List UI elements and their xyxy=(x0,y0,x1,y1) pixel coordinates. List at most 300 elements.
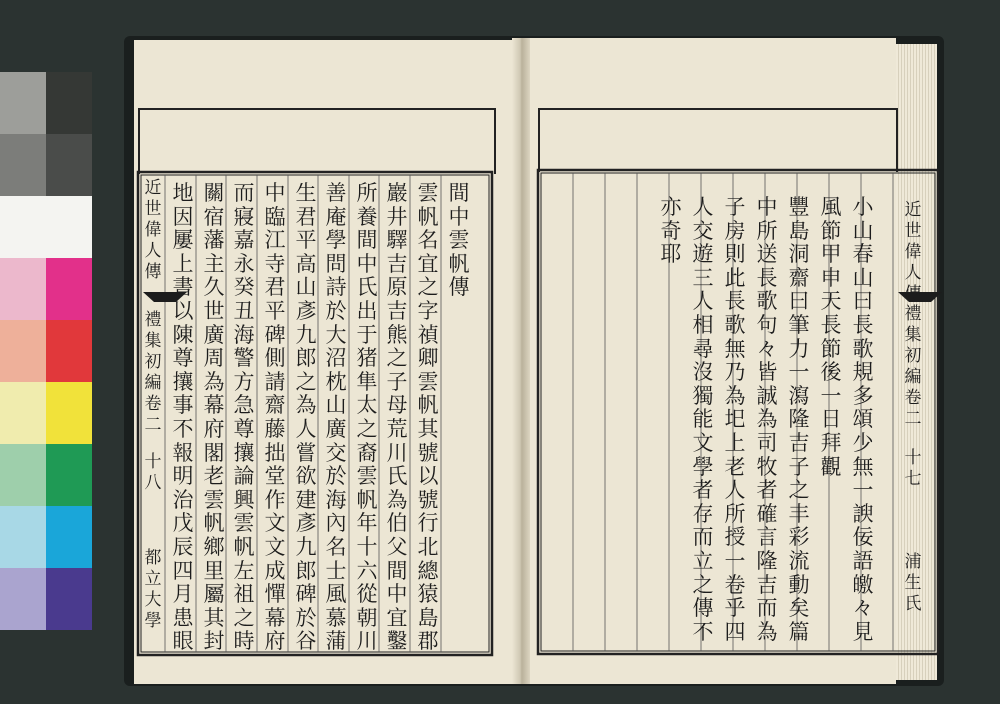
glyph: 初 xyxy=(904,346,922,366)
glyph: 雲 xyxy=(417,181,439,205)
glyph: 傳 xyxy=(904,284,922,304)
glyph: 封 xyxy=(203,629,225,654)
right-frame-subtitle xyxy=(900,304,926,430)
glyph: 因 xyxy=(172,204,194,229)
glyph: 四 xyxy=(172,558,194,583)
glyph: 十 xyxy=(144,452,162,472)
glyph: 欲 xyxy=(295,464,317,489)
glyph: 傳 xyxy=(144,262,162,282)
glyph: 中 xyxy=(356,251,378,276)
glyph: 帆 xyxy=(356,487,378,512)
glyph: 以 xyxy=(172,298,194,323)
glyph: 々 xyxy=(756,336,778,361)
right-column-2 xyxy=(816,196,846,479)
glyph: 人 xyxy=(295,416,317,441)
glyph: 大 xyxy=(144,590,162,610)
glyph: 世 xyxy=(144,199,162,219)
glyph: 堂 xyxy=(264,464,286,489)
glyph: 動 xyxy=(788,572,810,597)
glyph: 拙 xyxy=(264,440,286,465)
glyph: 不 xyxy=(692,619,714,644)
glyph: 明 xyxy=(172,464,194,489)
glyph: 無 xyxy=(724,336,746,361)
glyph: 井 xyxy=(386,204,408,229)
glyph: 巖 xyxy=(386,181,408,205)
glyph: 句 xyxy=(756,312,778,337)
glyph: 少 xyxy=(852,430,874,455)
glyph: 中 xyxy=(386,582,408,607)
glyph: 中 xyxy=(448,204,470,229)
glyph: 授 xyxy=(724,525,746,550)
glyph: 三 xyxy=(692,265,714,290)
glyph: 老 xyxy=(724,454,746,479)
glyph: 為 xyxy=(386,487,408,512)
glyph: 八 xyxy=(144,473,162,493)
glyph: 中 xyxy=(756,195,778,219)
glyph: 周 xyxy=(203,346,225,371)
glyph: 卷 xyxy=(724,572,746,597)
glyph: 嘗 xyxy=(295,440,317,465)
glyph: 山 xyxy=(852,265,874,290)
glyph: 平 xyxy=(295,228,317,253)
glyph: 長 xyxy=(724,289,746,314)
glyph: 作 xyxy=(264,487,286,512)
glyph: 沼 xyxy=(325,346,347,371)
glyph: 彩 xyxy=(788,525,810,550)
glyph: 臨 xyxy=(264,204,286,229)
glyph: 小 xyxy=(852,195,874,219)
glyph: 相 xyxy=(692,312,714,337)
glyph: 川 xyxy=(386,440,408,465)
glyph: 無 xyxy=(852,454,874,479)
glyph: 丑 xyxy=(233,298,255,323)
glyph: 二 xyxy=(144,415,162,435)
glyph: 十 xyxy=(356,534,378,559)
right-bottom-mark xyxy=(900,552,926,615)
glyph: 驛 xyxy=(386,228,408,253)
glyph: 十 xyxy=(904,448,922,468)
glyph: 關 xyxy=(203,181,225,205)
glyph: 偉 xyxy=(144,220,162,240)
glyph: 而 xyxy=(233,181,255,205)
glyph: 奇 xyxy=(660,218,682,243)
glyph: 鑿 xyxy=(386,629,408,654)
glyph: 見 xyxy=(852,619,874,644)
glyph: 急 xyxy=(233,393,255,418)
glyph: 間 xyxy=(386,558,408,583)
glyph: 宿 xyxy=(203,204,225,229)
glyph: 大 xyxy=(325,322,347,347)
glyph: 島 xyxy=(417,605,439,630)
glyph: 亦 xyxy=(660,195,682,219)
glyph: 篇 xyxy=(788,619,810,644)
glyph: 戊 xyxy=(172,511,194,536)
glyph: 豐 xyxy=(788,195,810,219)
glyph: 其 xyxy=(417,416,439,441)
glyph: 長 xyxy=(852,312,874,337)
glyph: 之 xyxy=(417,275,439,300)
glyph: 報 xyxy=(172,440,194,465)
glyph: 永 xyxy=(233,251,255,276)
glyph: 成 xyxy=(264,558,286,583)
glyph: 名 xyxy=(417,228,439,253)
glyph: 學 xyxy=(325,228,347,253)
glyph: 子 xyxy=(724,195,746,219)
glyph: 長 xyxy=(756,265,778,290)
right-frame-title xyxy=(900,200,926,305)
glyph: 裔 xyxy=(356,440,378,465)
glyph: 春 xyxy=(852,242,874,267)
glyph: 氏 xyxy=(356,275,378,300)
glyph: 圯 xyxy=(724,407,746,432)
glyph: 吉 xyxy=(386,251,408,276)
glyph: 帆 xyxy=(417,393,439,418)
glyph: 生 xyxy=(904,573,922,593)
glyph: 筆 xyxy=(788,312,810,337)
glyph: 文 xyxy=(264,534,286,559)
glyph: 雲 xyxy=(203,487,225,512)
glyph: 郡 xyxy=(417,629,439,654)
glyph: 慕 xyxy=(325,605,347,630)
glyph: 北 xyxy=(417,534,439,559)
glyph: 為 xyxy=(756,407,778,432)
glyph: 一 xyxy=(852,478,874,503)
glyph: 太 xyxy=(356,393,378,418)
glyph: 雲 xyxy=(417,369,439,394)
glyph: 碑 xyxy=(295,582,317,607)
glyph: 丰 xyxy=(788,501,810,526)
glyph: 禮 xyxy=(144,310,162,330)
glyph: 隼 xyxy=(356,369,378,394)
glyph: 雲 xyxy=(356,464,378,489)
glyph: 學 xyxy=(144,611,162,631)
glyph: 送 xyxy=(756,242,778,267)
glyph: 禮 xyxy=(904,304,922,324)
glyph: 荒 xyxy=(386,416,408,441)
glyph: 力 xyxy=(788,336,810,361)
glyph: 卷 xyxy=(144,394,162,414)
glyph: 瀉 xyxy=(788,383,810,408)
glyph: 隆 xyxy=(756,548,778,573)
glyph: 興 xyxy=(233,487,255,512)
glyph: 一 xyxy=(724,548,746,573)
glyph: 吉 xyxy=(788,430,810,455)
glyph: 所 xyxy=(724,501,746,526)
glyph: 之 xyxy=(692,572,714,597)
glyph: 人 xyxy=(904,263,922,283)
glyph: 不 xyxy=(172,416,194,441)
glyph: 間 xyxy=(356,228,378,253)
glyph: 日 xyxy=(820,407,842,432)
glyph: 君 xyxy=(295,204,317,229)
glyph: 節 xyxy=(820,218,842,243)
glyph: 司 xyxy=(756,430,778,455)
glyph: 傳 xyxy=(448,275,470,300)
glyph: 藤 xyxy=(264,416,286,441)
glyph: 六 xyxy=(356,558,378,583)
glyph: 交 xyxy=(325,440,347,465)
glyph: 帆 xyxy=(417,204,439,229)
glyph: 于 xyxy=(356,322,378,347)
glyph: 房 xyxy=(724,218,746,243)
glyph: 上 xyxy=(172,251,194,276)
glyph: 帆 xyxy=(233,534,255,559)
glyph: 誠 xyxy=(756,383,778,408)
glyph: 廣 xyxy=(325,416,347,441)
glyph: 世 xyxy=(203,298,225,323)
glyph: 風 xyxy=(325,582,347,607)
glyph: 於 xyxy=(295,605,317,630)
glyph: 士 xyxy=(325,558,347,583)
glyph: 左 xyxy=(233,558,255,583)
glyph: 所 xyxy=(756,218,778,243)
glyph: 乎 xyxy=(724,596,746,621)
glyph: 郎 xyxy=(295,346,317,371)
glyph: 猿 xyxy=(417,582,439,607)
glyph: 攘 xyxy=(172,369,194,394)
glyph: 山 xyxy=(325,393,347,418)
glyph: 事 xyxy=(172,393,194,418)
glyph: 遊 xyxy=(692,242,714,267)
glyph: 氏 xyxy=(904,594,922,614)
glyph: 能 xyxy=(692,407,714,432)
glyph: 屢 xyxy=(172,228,194,253)
glyph: 幕 xyxy=(203,393,225,418)
glyph: 卷 xyxy=(904,388,922,408)
glyph: 人 xyxy=(692,289,714,314)
glyph: 編 xyxy=(904,367,922,387)
glyph: 猪 xyxy=(356,346,378,371)
glyph: 伯 xyxy=(386,511,408,536)
glyph: 名 xyxy=(325,534,347,559)
glyph: 語 xyxy=(852,548,874,573)
right-page-number xyxy=(900,448,926,490)
glyph: 雲 xyxy=(448,228,470,253)
glyph: 海 xyxy=(233,322,255,347)
glyph: 於 xyxy=(325,464,347,489)
glyph: 天 xyxy=(820,289,842,314)
glyph: 宜 xyxy=(386,605,408,630)
glyph: 為 xyxy=(295,393,317,418)
glyph: 一 xyxy=(820,383,842,408)
glyph: 初 xyxy=(144,352,162,372)
glyph: 確 xyxy=(756,501,778,526)
glyph: 屬 xyxy=(203,582,225,607)
glyph: 尋 xyxy=(692,336,714,361)
glyph: 歌 xyxy=(756,289,778,314)
glyph: 建 xyxy=(295,487,317,512)
glyph: 警 xyxy=(233,346,255,371)
glyph: 高 xyxy=(295,251,317,276)
right-column-6 xyxy=(688,196,718,644)
glyph: 皆 xyxy=(756,360,778,385)
glyph: 人 xyxy=(692,195,714,219)
glyph: 宜 xyxy=(417,251,439,276)
glyph: 齋 xyxy=(264,393,286,418)
glyph: 陳 xyxy=(172,322,194,347)
glyph: 皦 xyxy=(852,572,874,597)
glyph: 流 xyxy=(788,548,810,573)
glyph: 父 xyxy=(386,534,408,559)
glyph: 總 xyxy=(417,558,439,583)
glyph: 祖 xyxy=(233,582,255,607)
glyph: 觀 xyxy=(820,454,842,479)
glyph: 枕 xyxy=(325,369,347,394)
glyph: 府 xyxy=(264,629,286,654)
glyph: 者 xyxy=(692,478,714,503)
glyph: 尊 xyxy=(233,416,255,441)
glyph: 號 xyxy=(417,487,439,512)
glyph: 問 xyxy=(325,251,347,276)
glyph: 山 xyxy=(852,218,874,243)
glyph: 拜 xyxy=(820,430,842,455)
glyph: 帆 xyxy=(448,251,470,276)
right-column-3 xyxy=(784,196,814,644)
glyph: 谷 xyxy=(295,629,317,654)
glyph: 世 xyxy=(904,221,922,241)
glyph: 山 xyxy=(295,275,317,300)
glyph: 間 xyxy=(448,181,470,205)
glyph: 之 xyxy=(295,369,317,394)
right-column-7 xyxy=(656,196,686,267)
glyph: 齋 xyxy=(788,265,810,290)
glyph: 則 xyxy=(724,242,746,267)
glyph: 庵 xyxy=(325,204,347,229)
glyph: 善 xyxy=(325,181,347,205)
glyph: 浦 xyxy=(904,552,922,572)
glyph: 幕 xyxy=(264,605,286,630)
glyph: 編 xyxy=(144,373,162,393)
glyph: 君 xyxy=(264,275,286,300)
glyph: 地 xyxy=(172,181,194,205)
glyph: 論 xyxy=(233,464,255,489)
glyph: 沒 xyxy=(692,360,714,385)
glyph: 藩 xyxy=(203,228,225,253)
glyph: 尊 xyxy=(172,346,194,371)
glyph: 海 xyxy=(325,487,347,512)
glyph: 四 xyxy=(724,619,746,644)
glyph: 偉 xyxy=(904,242,922,262)
glyph: 人 xyxy=(724,478,746,503)
glyph: 里 xyxy=(203,558,225,583)
glyph: 嘉 xyxy=(233,228,255,253)
glyph: 患 xyxy=(172,605,194,630)
glyph: 字 xyxy=(417,298,439,323)
glyph: 母 xyxy=(386,393,408,418)
glyph: 洞 xyxy=(788,242,810,267)
glyph: 而 xyxy=(756,596,778,621)
glyph: 集 xyxy=(904,325,922,345)
glyph: 々 xyxy=(852,596,874,621)
glyph: 所 xyxy=(356,181,378,205)
glyph: 歌 xyxy=(852,336,874,361)
glyph: 為 xyxy=(756,619,778,644)
glyph: 一 xyxy=(788,360,810,385)
glyph: 長 xyxy=(820,312,842,337)
glyph: 之 xyxy=(788,478,810,503)
glyph: 甲 xyxy=(820,242,842,267)
glyph: 為 xyxy=(203,369,225,394)
glyph: 人 xyxy=(144,241,162,261)
glyph: 中 xyxy=(264,181,286,205)
glyph: 者 xyxy=(756,478,778,503)
glyph: 之 xyxy=(356,416,378,441)
right-column-1 xyxy=(848,196,878,644)
glyph: 島 xyxy=(788,218,810,243)
glyph: 曰 xyxy=(788,289,810,314)
glyph: 子 xyxy=(788,454,810,479)
glyph: 熊 xyxy=(386,322,408,347)
glyph: 蒲 xyxy=(325,629,347,654)
glyph: 攘 xyxy=(233,440,255,465)
glyph: 以 xyxy=(417,464,439,489)
glyph: 請 xyxy=(264,369,286,394)
glyph: 七 xyxy=(904,469,922,489)
glyph: 側 xyxy=(264,346,286,371)
glyph: 平 xyxy=(264,298,286,323)
glyph: 老 xyxy=(203,464,225,489)
glyph: 卿 xyxy=(417,346,439,371)
glyph: 出 xyxy=(356,298,378,323)
glyph: 碑 xyxy=(264,322,286,347)
glyph: 立 xyxy=(692,548,714,573)
glyph: 月 xyxy=(172,582,194,607)
glyph: 號 xyxy=(417,440,439,465)
glyph: 久 xyxy=(203,275,225,300)
glyph: 雲 xyxy=(233,511,255,536)
glyph: 彥 xyxy=(295,298,317,323)
glyph: 方 xyxy=(233,369,255,394)
glyph: 行 xyxy=(417,511,439,536)
glyph: 府 xyxy=(203,416,225,441)
glyph: 學 xyxy=(692,454,714,479)
glyph: 江 xyxy=(264,228,286,253)
glyph: 頌 xyxy=(852,407,874,432)
glyph: 禎 xyxy=(417,322,439,347)
glyph: 耶 xyxy=(660,242,682,267)
glyph: 寢 xyxy=(233,204,255,229)
glyph: 近 xyxy=(904,200,922,220)
glyph: 眼 xyxy=(172,629,194,654)
glyph: 文 xyxy=(692,430,714,455)
glyph: 吉 xyxy=(386,298,408,323)
glyph: 廣 xyxy=(203,322,225,347)
glyph: 近 xyxy=(144,178,162,198)
glyph: 立 xyxy=(144,569,162,589)
glyph: 隆 xyxy=(788,407,810,432)
glyph: 於 xyxy=(325,298,347,323)
glyph: 存 xyxy=(692,501,714,526)
glyph: 言 xyxy=(756,525,778,550)
glyph: 申 xyxy=(820,265,842,290)
glyph: 閣 xyxy=(203,440,225,465)
glyph: 彥 xyxy=(295,511,317,536)
glyph: 癸 xyxy=(233,275,255,300)
glyph: 帆 xyxy=(203,511,225,536)
glyph: 治 xyxy=(172,487,194,512)
glyph: 二 xyxy=(904,409,922,429)
glyph: 原 xyxy=(386,275,408,300)
glyph: 鄉 xyxy=(203,534,225,559)
glyph: 文 xyxy=(264,511,286,536)
glyph: 規 xyxy=(852,360,874,385)
glyph: 書 xyxy=(172,275,194,300)
glyph: 而 xyxy=(692,525,714,550)
glyph: 內 xyxy=(325,511,347,536)
glyph: 寺 xyxy=(264,251,286,276)
glyph: 集 xyxy=(144,331,162,351)
glyph: 郎 xyxy=(295,558,317,583)
